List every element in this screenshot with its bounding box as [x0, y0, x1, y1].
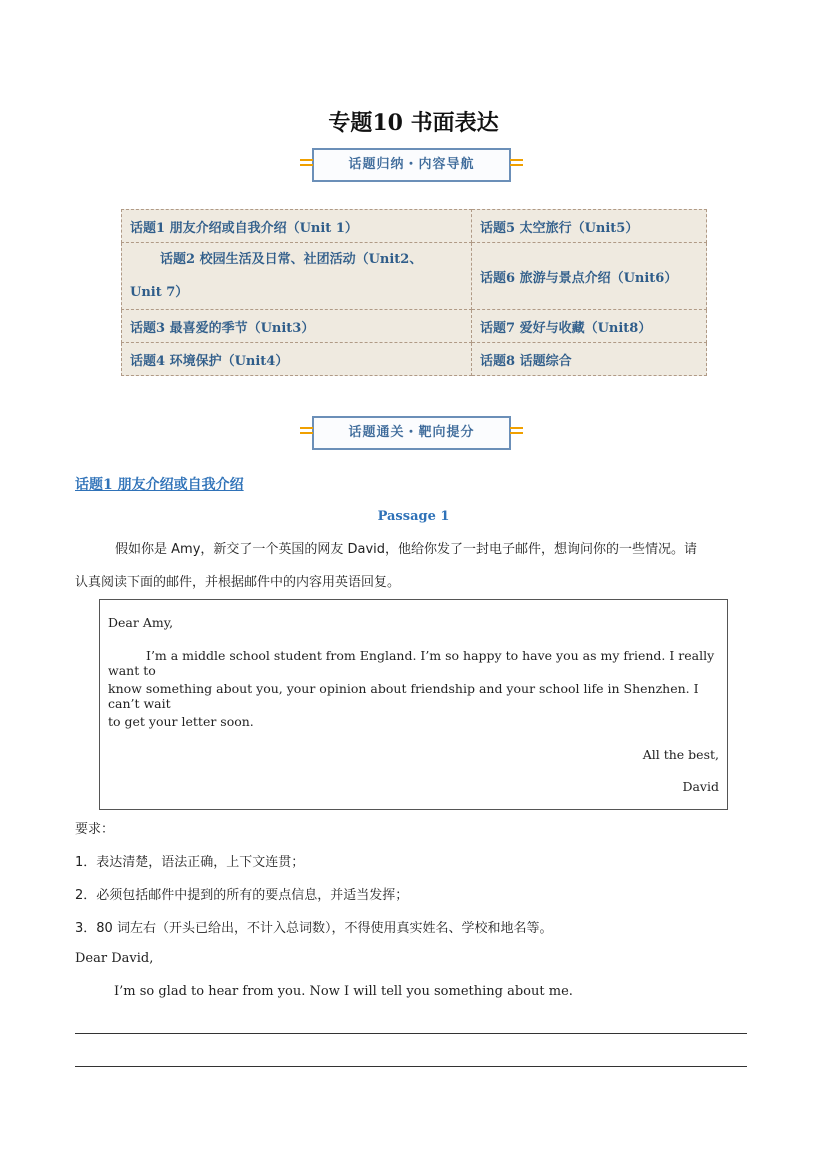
page-title: 专题10 书面表达: [328, 110, 499, 136]
banner-label: 话题通关・靶向提分: [348, 425, 475, 440]
topic-7-cell: 话题7 爱好与收藏（Unit8）: [472, 310, 707, 343]
intro-line-1: 假如你是 Amy，新交了一个英国的网友 David，他给你发了一封电子邮件，想询问你的一些情况。请: [115, 542, 698, 557]
letter-greeting: Dear Amy,: [108, 615, 174, 630]
section-banner-practice: [312, 416, 511, 450]
topic-4-cell: 话题4 环境保护（Unit4）: [122, 343, 472, 376]
answer-line[interactable]: [75, 1033, 747, 1034]
intro-line-2: 认真阅读下面的邮件，并根据邮件中的内容用英语回复。: [75, 575, 401, 590]
requirement-item: 2．必须包括邮件中提到的所有的要点信息，并适当发挥；: [75, 888, 409, 903]
topic-1-heading[interactable]: 话题1 朋友介绍或自我介绍: [75, 477, 244, 493]
topic-2-cell: [122, 243, 472, 310]
reply-greeting: Dear David,: [75, 951, 154, 966]
requirements-heading: 要求：: [75, 822, 115, 837]
topic-2-line1: 话题2 校园生活及日常、社团活动（Unit2、: [160, 252, 423, 267]
letter-body-line: to get your letter soon.: [108, 714, 254, 729]
reply-opening: I’m so glad to hear from you. Now I will tell you something about me.: [114, 984, 573, 999]
answer-line[interactable]: [75, 1066, 747, 1067]
topic-5-cell: 话题5 太空旅行（Unit5）: [472, 210, 707, 243]
topic-6-cell: 话题6 旅游与景点介绍（Unit6）: [472, 243, 707, 310]
letter-body-line: know something about you, your opinion about friendship and your school life in Shenzhen. I can’t wait: [108, 681, 699, 711]
letter-closing: All the best,: [642, 747, 719, 762]
letter-body-line: I’m a middle school student from England. I’m so happy to have you as my friend. I really want to: [108, 648, 715, 678]
topic-8-cell: 话题8 话题综合: [472, 343, 707, 376]
banner-deco-icon: [300, 159, 313, 171]
banner-deco-icon: [510, 159, 523, 171]
section-banner-nav: [312, 148, 511, 182]
banner-label: 话题归纳・内容导航: [348, 157, 475, 172]
banner-deco-icon: [510, 427, 523, 439]
passage-title: Passage 1: [377, 509, 450, 524]
topic-2-line2: Unit 7）: [130, 285, 189, 300]
letter-signature: David: [682, 779, 719, 794]
requirement-item: 3．80 词左右（开头已给出，不计入总词数），不得使用真实姓名、学校和地名等。: [75, 921, 553, 936]
requirement-item: 1．表达清楚，语法正确，上下文连贯；: [75, 855, 305, 870]
topic-1-cell: 话题1 朋友介绍或自我介绍（Unit 1）: [122, 210, 472, 243]
banner-deco-icon: [300, 427, 313, 439]
topic-navigation-table: [121, 209, 707, 376]
topic-3-cell: 话题3 最喜爱的季节（Unit3）: [122, 310, 472, 343]
email-letter-box: [99, 599, 728, 810]
